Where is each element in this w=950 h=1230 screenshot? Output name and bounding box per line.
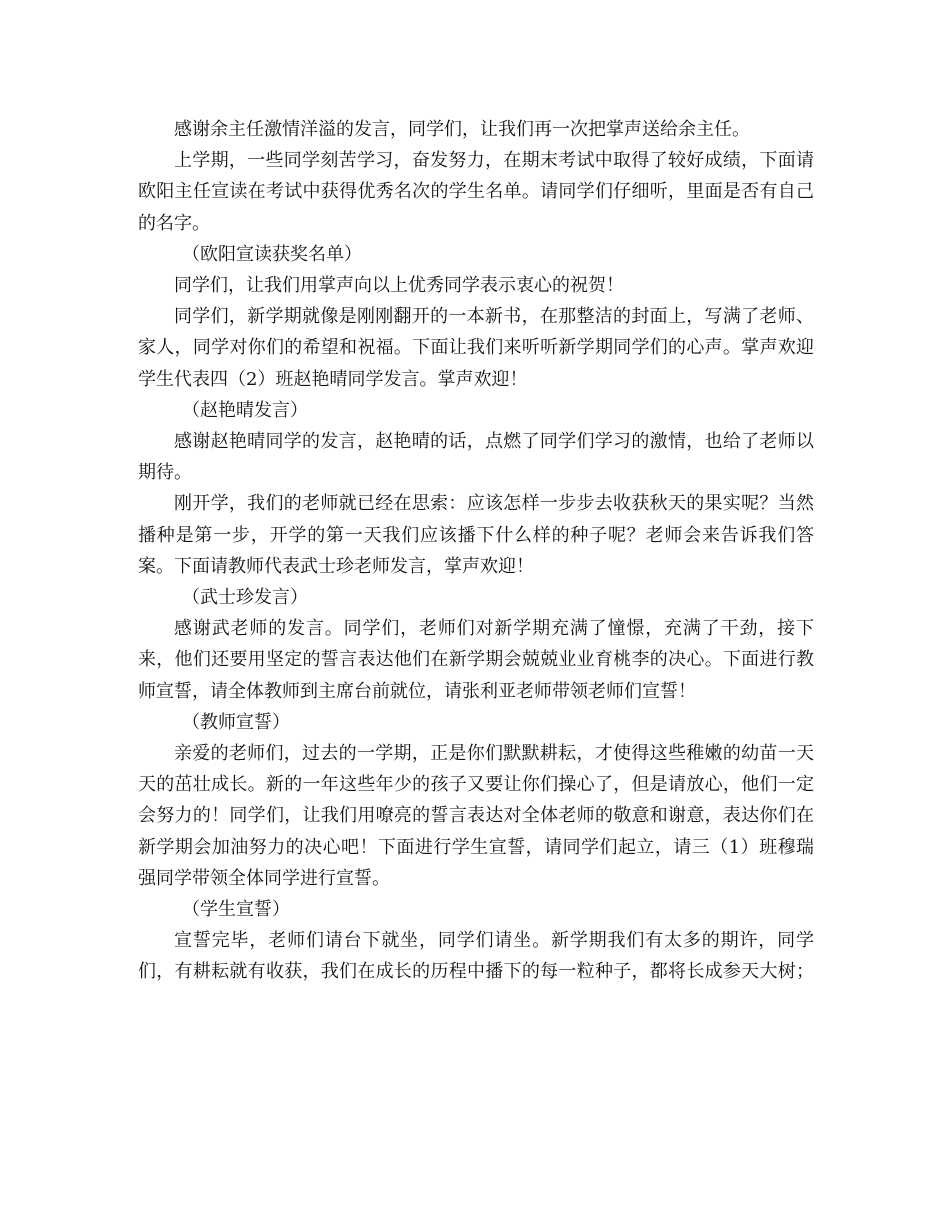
document-body [138, 114, 814, 988]
stage-direction-teacher-speech: （武士珍发言） [182, 587, 308, 609]
paragraph-thanks-zhao: 感谢赵艳晴同学的发言，赵艳晴的话，点燃了同学们学习的激情，也给了老师以期待。 [138, 431, 814, 484]
paragraph-thanks-yu: 感谢余主任激情洋溢的发言，同学们，让我们再一次把掌声送给余主任。 [174, 119, 750, 140]
stage-direction-student-oath: （学生宣誓） [182, 899, 290, 921]
paragraph-teacher-rep-intro: 刚开学，我们的老师就已经在思索：应该怎样一步步去收获秋天的果实呢？当然播种是第一步，开学的第一天我们应该播下什么样的种子呢？老师会来告诉我们答案。下面请教师代表武士珍老师发言，掌声欢迎！ [138, 493, 814, 577]
stage-direction-award-list: （欧阳宣读获奖名单） [182, 243, 362, 265]
paragraph-teacher-oath-intro: 感谢武老师的发言。同学们，老师们对新学期充满了憧憬，充满了干劲，接下来，他们还要用坚定的誓言表达他们在新学期会兢兢业业育桃李的决心。下面进行教师宣誓，请全体教师到主席台前就位，请张利亚老师带领老师们宣誓！ [138, 618, 814, 702]
paragraph-award-intro: 上学期，一些同学刻苦学习，奋发努力，在期末考试中取得了较好成绩，下面请欧阳主任宣读在考试中获得优秀名次的学生名单。请同学们仔细听，里面是否有自己的名字。 [138, 150, 814, 234]
stage-direction-student-speech: （赵艳晴发言） [182, 399, 308, 421]
stage-direction-teacher-oath: （教师宣誓） [182, 711, 290, 733]
paragraph-student-oath-intro: 亲爱的老师们，过去的一学期，正是你们默默耕耘，才使得这些稚嫩的幼苗一天天的茁壮成长。新的一年这些年少的孩子又要让你们操心了，但是请放心，他们一定会努力的！同学们，让我们用嘹亮的誓言表达对全体老师的敬意和谢意，表达你们在新学期会加油努力的决心吧！下面进行学生宣誓，请同学们起立，请三（1）班穆瑞强同学带领全体同学进行宣誓。 [138, 743, 814, 889]
paragraph-closing: 宣誓完毕，老师们请台下就坐，同学们请坐。新学期我们有太多的期许，同学们，有耕耘就有收获，我们在成长的历程中播下的每一粒种子，都将长成参天大树； [138, 930, 814, 983]
paragraph-congratulate: 同学们，让我们用掌声向以上优秀同学表示衷心的祝贺！ [174, 275, 624, 297]
paragraph-student-rep-intro: 同学们，新学期就像是刚刚翻开的一本新书，在那整洁的封面上，写满了老师、家人，同学对你们的希望和祝福。下面让我们来听听新学期同学们的心声。掌声欢迎学生代表四（2）班赵艳晴同学发言。掌声欢迎！ [138, 306, 814, 390]
